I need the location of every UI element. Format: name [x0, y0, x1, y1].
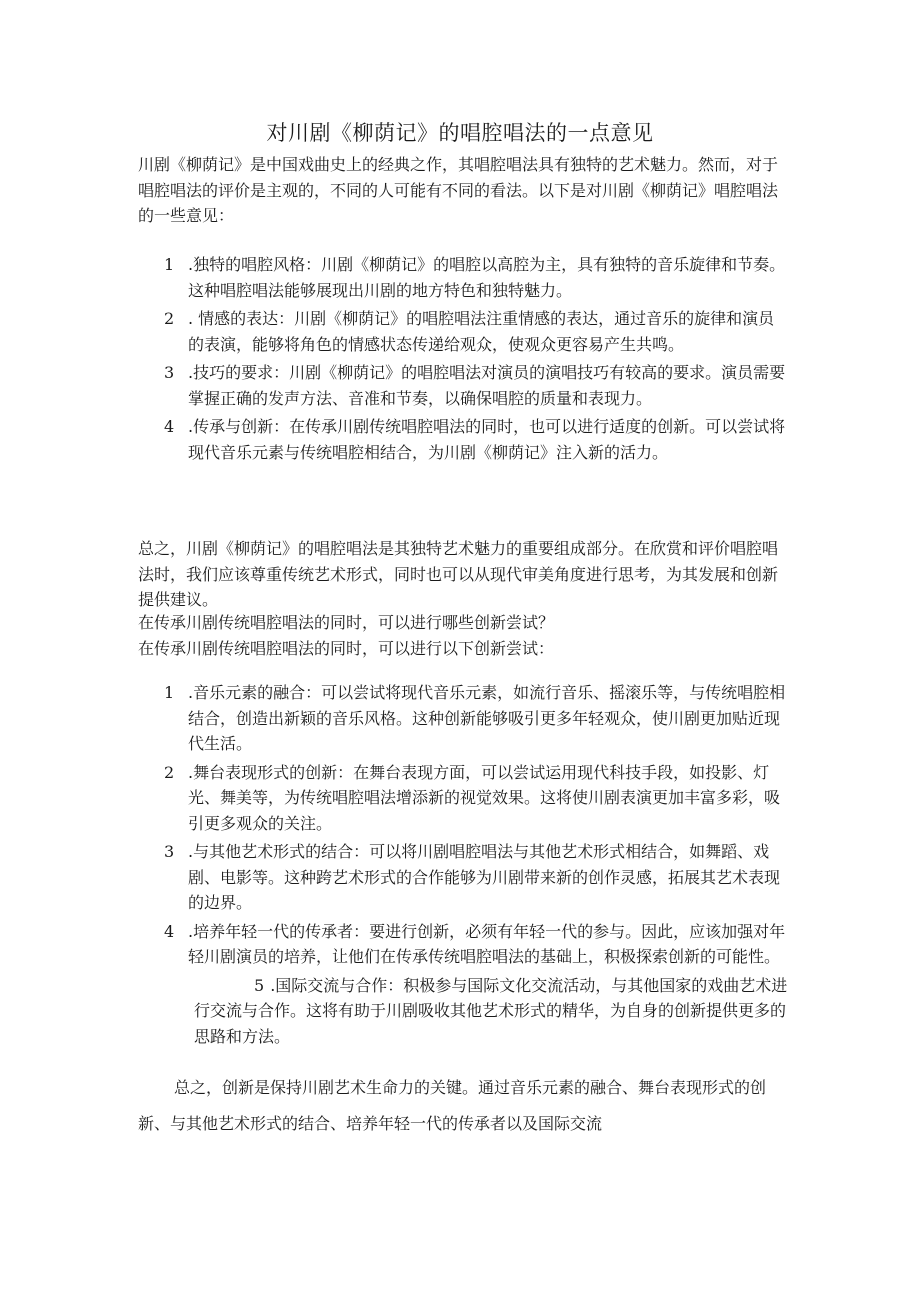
summary-paragraph: 总之，川剧《柳荫记》的唱腔唱法是其独特艺术魅力的重要组成部分。在欣赏和评价唱腔唱法时，我们应该尊重传统艺术形式，同时也可以从现代审美角度进行思考，为其发展和创新提供建议。	[138, 539, 779, 609]
list-item-number: 2	[164, 762, 175, 782]
list-item	[160, 680, 790, 757]
list-item-text: .技巧的要求：川剧《柳荫记》的唱腔唱法对演员的演唱技巧有较高的要求。演员需要掌握正确的发声方法、音准和节奏，以确保唱腔的质量和表现力。	[188, 363, 786, 408]
list-item-number: 1	[164, 255, 175, 274]
list-item-number: 4	[164, 921, 175, 941]
list-item-number: 5	[254, 975, 265, 995]
list-item-number: 3	[164, 363, 175, 382]
answer-intro-line: 在传承川剧传统唱腔唱法的同时，可以进行以下创新尝试：	[138, 639, 555, 658]
list-item	[160, 973, 790, 1050]
list-item	[160, 760, 790, 837]
list-item-number: 1	[164, 683, 175, 702]
list-item-text: .独特的唱腔风格：川剧《柳荫记》的唱腔以高腔为主，具有独特的音乐旋律和节奏。这种唱腔唱法能够展现出川剧的地方特色和独特魅力。	[188, 255, 786, 300]
closing-paragraph: 总之，创新是保持川剧艺术生命力的关键。通过音乐元素的融合、舞台表现形式的创新、与其他艺术形式的结合、培养年轻一代的传承者以及国际交流	[138, 1078, 767, 1133]
list-item-text: .音乐元素的融合：可以尝试将现代音乐元素，如流行音乐、摇滚乐等，与传统唱腔相结合，创造出新颖的音乐风格。这种创新能够吸引更多年轻观众，使川剧更加贴近现代生活。	[188, 683, 786, 753]
list-item	[160, 414, 790, 465]
list-item	[160, 919, 790, 970]
list-item	[160, 252, 790, 303]
list-item-text: .培养年轻一代的传承者：要进行创新，必须有年轻一代的参与。因此，应该加强对年轻川剧演员的培养，让他们在传承传统唱腔唱法的基础上，积极探索创新的可能性。	[188, 921, 786, 966]
list-item-text: .舞台表现形式的创新：在舞台表现方面，可以尝试运用现代科技手段，如投影、灯光、舞美等，为传统唱腔唱法增添新的视觉效果。这将使川剧表演更加丰富多彩，吸引更多观众的关注。	[188, 762, 781, 833]
innovation-list	[160, 680, 790, 1052]
opinion-list	[160, 252, 790, 468]
question-line: 在传承川剧传统唱腔唱法的同时，可以进行哪些创新尝试？	[138, 613, 555, 632]
list-item-text: .传承与创新：在传承川剧传统唱腔唱法的同时，也可以进行适度的创新。可以尝试将现代音乐元素与传统唱腔相结合，为川剧《柳荫记》注入新的活力。	[188, 417, 786, 462]
document-title: 对川剧《柳荫记》的唱腔唱法的一点意见	[266, 121, 654, 145]
intro-paragraph: 川剧《柳荫记》是中国戏曲史上的经典之作，其唱腔唱法具有独特的艺术魅力。然而，对于唱腔唱法的评价是主观的，不同的人可能有不同的看法。以下是对川剧《柳荫记》唱腔唱法的一些意见：	[138, 155, 779, 225]
list-item	[160, 360, 790, 411]
list-item-text: . 情感的表达：川剧《柳荫记》的唱腔唱法注重情感的表达，通过音乐的旋律和演员的表演，能够将角色的情感状态传递给观众，使观众更容易产生共鸣。	[188, 309, 775, 354]
list-item-number: 2	[164, 309, 175, 328]
list-item-text: .国际交流与合作：积极参与国际文化交流活动，与其他国家的戏曲艺术进行交流与合作。这将有助于川剧吸收其他艺术形式的精华，为自身的创新提供更多的思路和方法。	[194, 975, 788, 1046]
list-item-number: 4	[164, 417, 175, 436]
list-item-text: .与其他艺术形式的结合：可以将川剧唱腔唱法与其他艺术形式相结合，如舞蹈、戏剧、电影等。这种跨艺术形式的合作能够为川剧带来新的创作灵感，拓展其艺术表现的边界。	[188, 842, 781, 912]
list-item	[160, 306, 790, 357]
list-item-number: 3	[164, 842, 175, 861]
list-item	[160, 839, 790, 916]
